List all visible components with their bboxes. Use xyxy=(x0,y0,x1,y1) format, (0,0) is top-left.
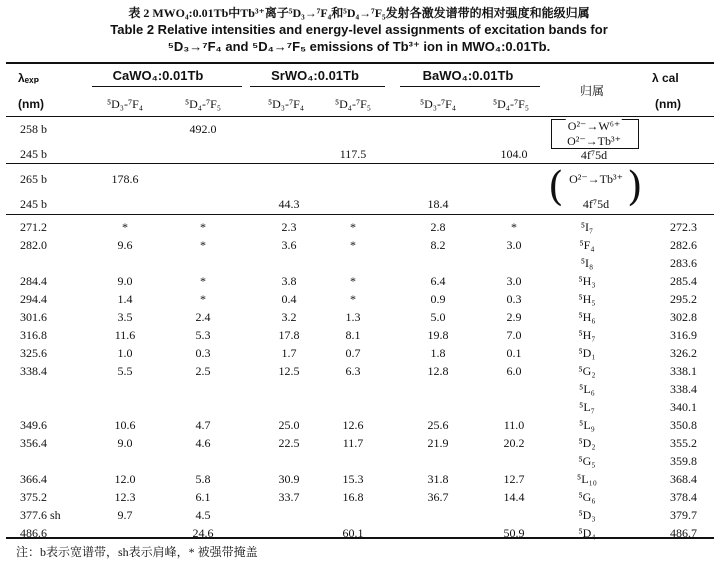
cell-assignment: ⁵D₂ xyxy=(578,436,596,450)
cell-sr-d3f4: 0.4 xyxy=(281,292,297,306)
cell-ca-d3f4: 9.0 xyxy=(117,274,133,288)
cell-lambda-cal: 338.4 xyxy=(670,382,697,396)
cell-assignment: ⁵D₄ xyxy=(578,526,596,540)
cell-sr-d4f5: * xyxy=(350,292,356,306)
cell-lambda-exp: 271.2 xyxy=(20,220,47,234)
cell-ca-d4f5: * xyxy=(200,238,206,252)
ct-paren-left: ( xyxy=(548,164,564,210)
table-caption-chinese: 表 2 MWO₄:0.01Tb中Tb³⁺离子⁵D₃→⁷F₄和⁵D₄→⁷F₅发射各激发谱带的相对强度和能级归属 xyxy=(128,6,590,20)
cell-sr-d4f5: * xyxy=(350,238,356,252)
cell-ba-d3f4: 12.8 xyxy=(427,364,449,378)
cell-lambda-cal: 350.8 xyxy=(670,418,697,432)
cell-lambda-cal: 272.3 xyxy=(670,220,697,234)
cell-lambda-exp: 366.4 xyxy=(20,472,47,486)
cell-ca-d4f5: * xyxy=(200,220,206,234)
cell-ba-d3f4: 31.8 xyxy=(427,472,449,486)
cell-assignment: ⁵L₁₀ xyxy=(577,472,597,486)
cell-sr-d4f5: 12.6 xyxy=(342,418,364,432)
header-lambda-cal: λ cal xyxy=(652,71,679,85)
cell-ca-d3f4: 9.0 xyxy=(117,436,133,450)
group-separator-2 xyxy=(6,214,714,215)
cell-sr-d3f4: 12.5 xyxy=(278,364,300,378)
cell-ca-d4f5: 5.8 xyxy=(195,472,211,486)
cell-ca-d4f5: 4.6 xyxy=(195,436,211,450)
cell-assignment: ⁵D₁ xyxy=(578,346,596,360)
cell-ba-d3f4: 8.2 xyxy=(430,238,446,252)
cell-lambda-cal: 283.6 xyxy=(670,256,697,270)
subheader-sr-d4f5: ⁵D₄-⁷F₅ xyxy=(334,97,372,111)
cell-lambda-cal: 285.4 xyxy=(670,274,697,288)
cell-lambda-cal: 340.1 xyxy=(670,400,697,414)
cell-lambda-exp: 325.6 xyxy=(20,346,47,360)
cell-lambda-exp: 245 b xyxy=(20,197,47,211)
cell-ba-d4f5: * xyxy=(511,220,517,234)
cell-ba-d3f4: 2.8 xyxy=(430,220,446,234)
cell-ba-d4f5: 3.0 xyxy=(506,274,522,288)
header-underline-ca xyxy=(92,86,242,87)
cell-ca-d4f5: * xyxy=(200,274,206,288)
cell-ba-d4f5: 104.0 xyxy=(500,147,528,161)
cell-sr-d3f4: 22.5 xyxy=(278,436,300,450)
ct-label-4f5d-2: 4f⁷5d xyxy=(582,197,610,211)
header-assignment: 归属 xyxy=(579,84,605,98)
subheader-sr-d3f4: ⁵D₃-⁷F₄ xyxy=(267,97,305,111)
cell-sr-d4f5: 11.7 xyxy=(342,436,364,450)
cell-ba-d3f4: 19.8 xyxy=(427,328,449,342)
cell-ca-d4f5: 4.5 xyxy=(195,508,211,522)
table-caption-english-line1: Table 2 Relative intensities and energy-level assignments of excitation bands for xyxy=(110,22,608,37)
cell-lambda-exp: 375.2 xyxy=(20,490,47,504)
cell-lambda-cal: 359.8 xyxy=(670,454,697,468)
header-underline-ba xyxy=(400,86,540,87)
cell-sr-d4f5: * xyxy=(350,220,356,234)
cell-ba-d4f5: 7.0 xyxy=(506,328,522,342)
cell-sr-d3f4: 17.8 xyxy=(278,328,300,342)
cell-lambda-exp: 316.8 xyxy=(20,328,47,342)
cell-lambda-cal: 295.2 xyxy=(670,292,697,306)
cell-ba-d4f5: 0.3 xyxy=(506,292,522,306)
header-lambda-exp: λₑₓₚ xyxy=(18,71,40,85)
header-rule xyxy=(6,116,714,117)
ct-label-o-w: O²⁻→W⁶⁺ xyxy=(567,119,621,133)
cell-lambda-exp: 301.6 xyxy=(20,310,47,324)
cell-lambda-exp: 258 b xyxy=(20,122,47,136)
cell-ba-d3f4: 25.6 xyxy=(427,418,449,432)
cell-ba-d4f5: 6.0 xyxy=(506,364,522,378)
cell-lambda-exp: 284.4 xyxy=(20,274,47,288)
cell-ba-d3f4: 0.9 xyxy=(430,292,446,306)
cell-lambda-cal: 378.4 xyxy=(670,490,697,504)
table-caption-english-line2: ⁵D₃→⁷F₄ and ⁵D₄→⁷F₅ emissions of Tb³⁺ ion in MWO₄:0.01Tb. xyxy=(167,39,551,54)
cell-lambda-cal: 338.1 xyxy=(670,364,697,378)
ct-label-o-tb-2: O²⁻→Tb³⁺ xyxy=(569,172,623,186)
cell-lambda-cal: 368.4 xyxy=(670,472,697,486)
cell-assignment: ⁵I₇ xyxy=(580,220,594,234)
cell-assignment: ⁵G₂ xyxy=(578,364,596,378)
cell-assignment: ⁵L₆ xyxy=(579,382,595,396)
ct-label-4f5d: 4f⁷5d xyxy=(580,148,608,162)
cell-ba-d4f5: 14.4 xyxy=(503,490,525,504)
cell-ca-d3f4: 10.6 xyxy=(114,418,136,432)
cell-ca-d4f5: 5.3 xyxy=(195,328,211,342)
cell-sr-d4f5: 1.3 xyxy=(345,310,361,324)
cell-lambda-exp: 294.4 xyxy=(20,292,47,306)
cell-assignment: ⁵L₇ xyxy=(579,400,595,414)
cell-ba-d3f4: 6.4 xyxy=(430,274,446,288)
header-cawo4: CaWO₄:0.01Tb xyxy=(112,68,204,83)
header-underline-sr xyxy=(250,86,385,87)
cell-assignment: ⁵H₆ xyxy=(578,310,596,324)
cell-ca-d4f5: 2.5 xyxy=(195,364,211,378)
cell-sr-d3f4: 1.7 xyxy=(281,346,297,360)
cell-lambda-exp: 282.0 xyxy=(20,238,47,252)
cell-ba-d3f4: 1.8 xyxy=(430,346,446,360)
cell-assignment: ⁵I₈ xyxy=(580,256,594,270)
cell-ba-d3f4: 18.4 xyxy=(427,197,449,211)
group-separator-1 xyxy=(6,163,714,164)
cell-ca-d3f4: 3.5 xyxy=(117,310,133,324)
cell-lambda-cal: 486.7 xyxy=(670,526,697,540)
header-unit-left: (nm) xyxy=(18,97,44,111)
cell-assignment: ⁵L₉ xyxy=(579,418,595,432)
cell-ca-d4f5: 4.7 xyxy=(195,418,211,432)
subheader-ca-d3f4: ⁵D₃-⁷F₄ xyxy=(106,97,144,111)
cell-sr-d4f5: 0.7 xyxy=(345,346,361,360)
cell-sr-d3f4: 3.8 xyxy=(281,274,297,288)
cell-ca-d4f5: 6.1 xyxy=(195,490,211,504)
cell-ca-d3f4: 5.5 xyxy=(117,364,133,378)
cell-sr-d4f5: 6.3 xyxy=(345,364,361,378)
cell-ba-d4f5: 20.2 xyxy=(503,436,525,450)
cell-lambda-cal: 282.6 xyxy=(670,238,697,252)
cell-ba-d4f5: 12.7 xyxy=(503,472,525,486)
cell-ca-d3f4: 1.4 xyxy=(117,292,133,306)
cell-ca-d4f5: 2.4 xyxy=(195,310,211,324)
cell-lambda-cal: 326.2 xyxy=(670,346,697,360)
table-top-rule xyxy=(6,62,714,64)
cell-ba-d4f5: 3.0 xyxy=(506,238,522,252)
cell-sr-d4f5: 16.8 xyxy=(342,490,364,504)
cell-lambda-exp: 356.4 xyxy=(20,436,47,450)
cell-lambda-exp: 245 b xyxy=(20,147,47,161)
cell-ba-d4f5: 0.1 xyxy=(506,346,522,360)
cell-ca-d4f5: 492.0 xyxy=(189,122,217,136)
cell-ca-d3f4: * xyxy=(122,220,128,234)
cell-assignment: ⁵G₆ xyxy=(578,490,596,504)
cell-ca-d4f5: 24.6 xyxy=(192,526,214,540)
cell-sr-d3f4: 33.7 xyxy=(278,490,300,504)
cell-ba-d3f4: 5.0 xyxy=(430,310,446,324)
cell-ca-d3f4: 12.3 xyxy=(114,490,136,504)
cell-sr-d4f5: 117.5 xyxy=(339,147,367,161)
cell-ca-d4f5: * xyxy=(200,292,206,306)
cell-sr-d4f5: 60.1 xyxy=(342,526,364,540)
subheader-ca-d4f5: ⁵D₄-⁷F₅ xyxy=(184,97,222,111)
cell-sr-d3f4: 3.2 xyxy=(281,310,297,324)
cell-ca-d3f4: 12.0 xyxy=(114,472,136,486)
cell-ca-d4f5: 0.3 xyxy=(195,346,211,360)
cell-lambda-exp: 338.4 xyxy=(20,364,47,378)
cell-assignment: ⁵H₅ xyxy=(578,292,596,306)
cell-lambda-cal: 302.8 xyxy=(670,310,697,324)
cell-ba-d3f4: 21.9 xyxy=(427,436,449,450)
cell-assignment: ⁵D₃ xyxy=(578,508,596,522)
cell-lambda-exp: 349.6 xyxy=(20,418,47,432)
cell-lambda-cal: 355.2 xyxy=(670,436,697,450)
cell-ca-d3f4: 178.6 xyxy=(111,172,139,186)
cell-sr-d3f4: 25.0 xyxy=(278,418,300,432)
header-bawo4: BaWO₄:0.01Tb xyxy=(422,68,514,83)
cell-sr-d3f4: 3.6 xyxy=(281,238,297,252)
cell-ca-d3f4: 9.7 xyxy=(117,508,133,522)
subheader-ba-d3f4: ⁵D₃-⁷F₄ xyxy=(419,97,457,111)
cell-sr-d4f5: * xyxy=(350,274,356,288)
table-footnote: 注：b表示宽谱带，sh表示肩峰，* 被强带掩盖 xyxy=(16,545,258,559)
header-unit-right: (nm) xyxy=(655,97,681,111)
header-srwo4: SrWO₄:0.01Tb xyxy=(271,68,359,83)
cell-lambda-exp: 265 b xyxy=(20,172,47,186)
subheader-ba-d4f5: ⁵D₄-⁷F₅ xyxy=(492,97,530,111)
cell-assignment: ⁵H₇ xyxy=(578,328,596,342)
cell-sr-d4f5: 15.3 xyxy=(342,472,364,486)
cell-assignment: ⁵G₅ xyxy=(578,454,596,468)
cell-assignment: ⁵F₄ xyxy=(579,238,595,252)
cell-lambda-exp: 377.6 sh xyxy=(20,508,61,522)
cell-ca-d3f4: 1.0 xyxy=(117,346,133,360)
cell-assignment: ⁵H₃ xyxy=(578,274,596,288)
cell-ca-d3f4: 11.6 xyxy=(114,328,136,342)
cell-sr-d3f4: 2.3 xyxy=(281,220,297,234)
cell-sr-d4f5: 8.1 xyxy=(345,328,361,342)
cell-ca-d3f4: 9.6 xyxy=(117,238,133,252)
cell-sr-d3f4: 30.9 xyxy=(278,472,300,486)
ct-paren-right: ) xyxy=(627,164,643,210)
cell-lambda-cal: 379.7 xyxy=(670,508,697,522)
cell-ba-d4f5: 2.9 xyxy=(506,310,522,324)
cell-lambda-exp: 486.6 xyxy=(20,526,47,540)
cell-ba-d4f5: 50.9 xyxy=(503,526,525,540)
cell-ba-d4f5: 11.0 xyxy=(503,418,525,432)
ct-label-o-tb: O²⁻→Tb³⁺ xyxy=(567,134,621,148)
cell-ba-d3f4: 36.7 xyxy=(427,490,449,504)
cell-sr-d3f4: 44.3 xyxy=(278,197,300,211)
cell-lambda-cal: 316.9 xyxy=(670,328,697,342)
